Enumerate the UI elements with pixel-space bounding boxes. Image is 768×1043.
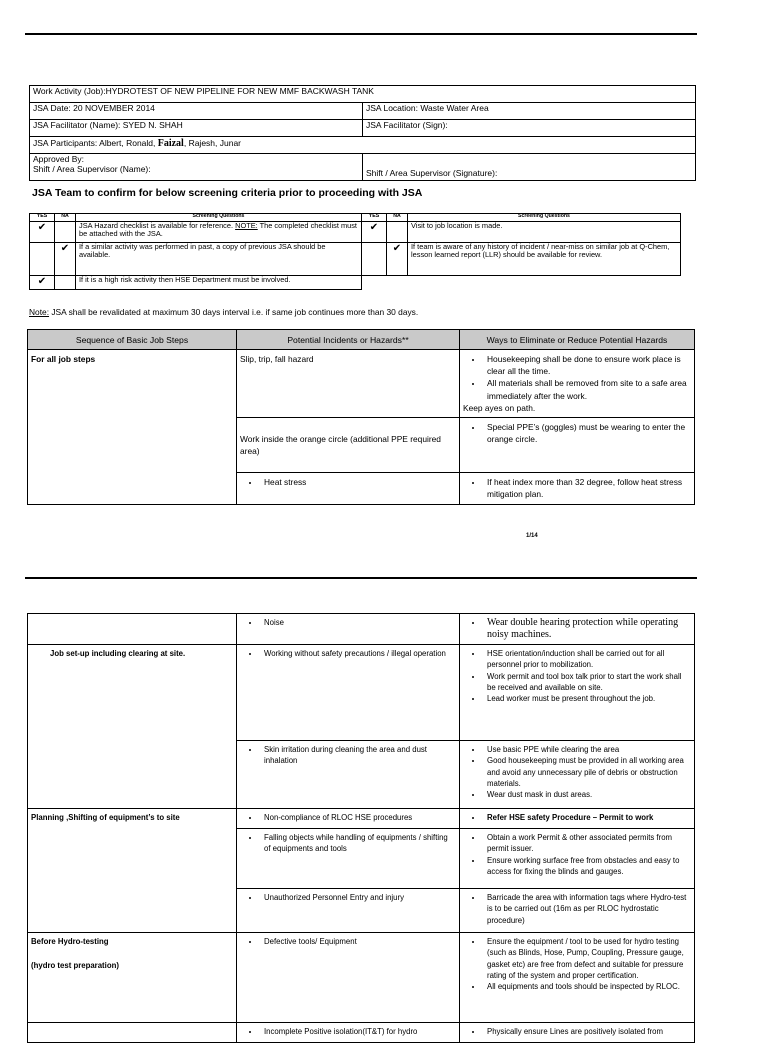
work-activity: Work Activity (Job):HYDROTEST OF NEW PIPELINE FOR NEW MMF BACKWASH TANK (30, 86, 696, 103)
check-mark: ✔ (30, 276, 55, 290)
control-item: • Ensure the equipment / tool to be used for hydro testing (such as Blinds, Hose, Pump, Coupling, Pressure gauge, gasket etc) are free from defect and suitable for pressure rating of the system and proper certification. (483, 936, 691, 981)
hazard-skin-irritation (237, 741, 460, 809)
controls-isolation (460, 1023, 695, 1043)
control-item: • Physically ensure Lines are positively isolated from (483, 1026, 691, 1037)
check-mark: ✔ (387, 243, 408, 276)
step-subtitle: (hydro test preparation) (31, 961, 119, 971)
jsa-header-table (29, 85, 696, 181)
controls-slip (460, 350, 695, 418)
hazard-orange-circle: Work inside the orange circle (additional PPE required area) (237, 418, 460, 473)
control-item: • Wear dust mask in dust areas. (483, 789, 691, 800)
hazard-noise (237, 614, 460, 645)
controls-setup (460, 645, 695, 741)
screening-table (29, 213, 681, 290)
participants (30, 137, 696, 154)
control-item: • Special PPE’s (goggles) must be wearing to enter the orange circle. (483, 421, 691, 445)
empty-cell (55, 276, 76, 290)
jsa-location: JSA Location: Waste Water Area (363, 103, 696, 120)
header-steps: Sequence of Basic Job Steps (28, 330, 237, 350)
hazard-item: • Working without safety precautions / illegal operation (260, 648, 456, 659)
empty-step (28, 1023, 237, 1043)
step-job-setup: Job set-up including clearing at site. (28, 645, 237, 809)
screening-question: If it is a high risk activity then HSE Department must be involved. (76, 276, 362, 290)
control-item: • HSE orientation/induction shall be carried out for all personnel prior to mobilization. (483, 648, 691, 671)
empty-cell (362, 243, 387, 276)
hazard-item: • Noise (260, 617, 456, 628)
col-na: NA (55, 214, 76, 222)
col-questions-2: Screening Questions (408, 214, 681, 222)
step-all-jobs: For all job steps (28, 350, 237, 505)
controls-clearing (460, 741, 695, 809)
controls-defective-tools (460, 933, 695, 1023)
check-mark: ✔ (30, 222, 55, 243)
screening-question: Visit to job location is made. (408, 222, 681, 243)
hazard-item: • Unauthorized Personnel Entry and injury (260, 892, 456, 903)
header-hazards: Potential Incidents or Hazards** (237, 330, 460, 350)
supervisor-signature: Shift / Area Supervisor (Signature): (363, 154, 696, 181)
approved-by (30, 154, 363, 181)
hazard-unauthorized-entry (237, 889, 460, 933)
empty-cell (387, 222, 408, 243)
col-na-2: NA (387, 214, 408, 222)
col-yes-2: YES (362, 214, 387, 222)
note-text: JSA shall be revalidated at maximum 30 days interval i.e. if same job continues more than 30 days. (49, 307, 419, 317)
control-item: • All materials shall be removed from site to a safe area immediately after the work. (483, 377, 691, 401)
page2-top-rule (25, 577, 697, 579)
control-item: • Good housekeeping must be provided in all working area and avoid any unnecessary pile of debris or obstruction materials. (483, 755, 691, 789)
screening-question: If team is aware of any history of incident / near-miss on similar job at Q-Chem, lesson learned report (LLR) should be available for review. (408, 243, 681, 276)
blank-area (362, 276, 681, 290)
col-yes: YES (30, 214, 55, 222)
hazard-item: • Falling objects while handling of equipments / shifting of equipments and tools (260, 832, 456, 855)
hazard-item: • Non-compliance of RLOC HSE procedures (260, 812, 456, 823)
col-questions: Screening Questions (76, 214, 362, 222)
hazard-isolation (237, 1023, 460, 1043)
participants-rest: , Rajesh, Junar (183, 138, 242, 148)
hazard-defective-tools (237, 933, 460, 1023)
empty-cell (55, 222, 76, 243)
page-number: 1/14 (526, 533, 538, 539)
control-item: • Housekeeping shall be done to ensure work place is clear all the time. (483, 353, 691, 377)
screening-question (76, 222, 362, 243)
hazard-item: • Defective tools/ Equipment (260, 936, 456, 947)
control-item: • Use basic PPE while clearing the area (483, 744, 691, 755)
q-note-label: NOTE: (235, 221, 258, 230)
participant-bold: Faizal (157, 138, 184, 149)
screening-question: If a similar activity was performed in past, a copy of previous JSA should be available. (76, 243, 362, 276)
step-title: Before Hydro-testing (31, 937, 109, 946)
hazard-item: • Heat stress (260, 476, 456, 488)
controls-heat (460, 473, 695, 505)
empty-cell (30, 243, 55, 276)
controls-permit (460, 809, 695, 829)
q-text: JSA Hazard checklist is available for reference. (79, 221, 236, 230)
step-before-hydro (28, 933, 237, 1023)
hazard-item: • Skin irritation during cleaning the area and dust inhalation (260, 744, 456, 767)
controls-barricade (460, 889, 695, 933)
check-mark: ✔ (362, 222, 387, 243)
hazard-falling-objects (237, 829, 460, 889)
hazard-item: • Incomplete Positive isolation(IT&T) for hydro (260, 1026, 456, 1037)
team-heading: JSA Team to confirm for below screening criteria prior to proceeding with JSA (32, 187, 423, 199)
participants-label: JSA Participants: Albert, Ronald, (33, 138, 158, 148)
jsa-date: JSA Date: 20 NOVEMBER 2014 (30, 103, 363, 120)
control-item: • Refer HSE safety Procedure – Permit to work (483, 812, 691, 823)
control-item: • If heat index more than 32 degree, follow heat stress mitigation plan. (483, 476, 691, 500)
control-item: • Ensure working surface free from obstacles and easy to access for fixing the blinds and gauges. (483, 855, 691, 878)
control-text: Keep ayes on path. (463, 402, 536, 413)
controls-falling-objects (460, 829, 695, 889)
top-rule (25, 33, 697, 35)
controls-orange-circle (460, 418, 695, 473)
jsa-table-page1 (27, 329, 695, 505)
revalidation-note (29, 307, 709, 317)
facilitator-sign: JSA Facilitator (Sign): (363, 120, 696, 137)
jsa-table-page2 (27, 613, 695, 1043)
header-controls: Ways to Eliminate or Reduce Potential Hazards (460, 330, 695, 350)
hazard-unsafe-operation (237, 645, 460, 741)
approved-by-label: Approved By: (33, 154, 85, 164)
hazard-slip: Slip, trip, fall hazard (237, 350, 460, 418)
facilitator-name: JSA Facilitator (Name): SYED N. SHAH (30, 120, 363, 137)
hazard-non-compliance (237, 809, 460, 829)
step-planning: Planning ,Shifting of equipment’s to site (28, 809, 237, 933)
check-mark: ✔ (55, 243, 76, 276)
hazard-heat (237, 473, 460, 505)
q-text-2: The completed checklist must be attached with the JSA. (79, 221, 357, 239)
control-item: • Obtain a work Permit & other associated permits from permit issuer. (483, 832, 691, 855)
controls-noise (460, 614, 695, 645)
supervisor-name: Shift / Area Supervisor (Name): (33, 163, 151, 174)
empty-step (28, 614, 237, 645)
control-item: • Lead worker must be present throughout the job. (483, 693, 691, 704)
control-item: • All equipments and tools should be inspected by RLOC. (483, 981, 691, 992)
control-item: • Work permit and tool box talk prior to start the work shall be received and available on site. (483, 671, 691, 694)
control-item: • Wear double hearing protection while operating noisy machines. (483, 617, 691, 641)
control-item: • Barricade the area with information tags where Hydro-test is to be carried out (16m as per RLOC hydrostatic procedure) (483, 892, 691, 926)
note-label: Note: (29, 307, 50, 317)
